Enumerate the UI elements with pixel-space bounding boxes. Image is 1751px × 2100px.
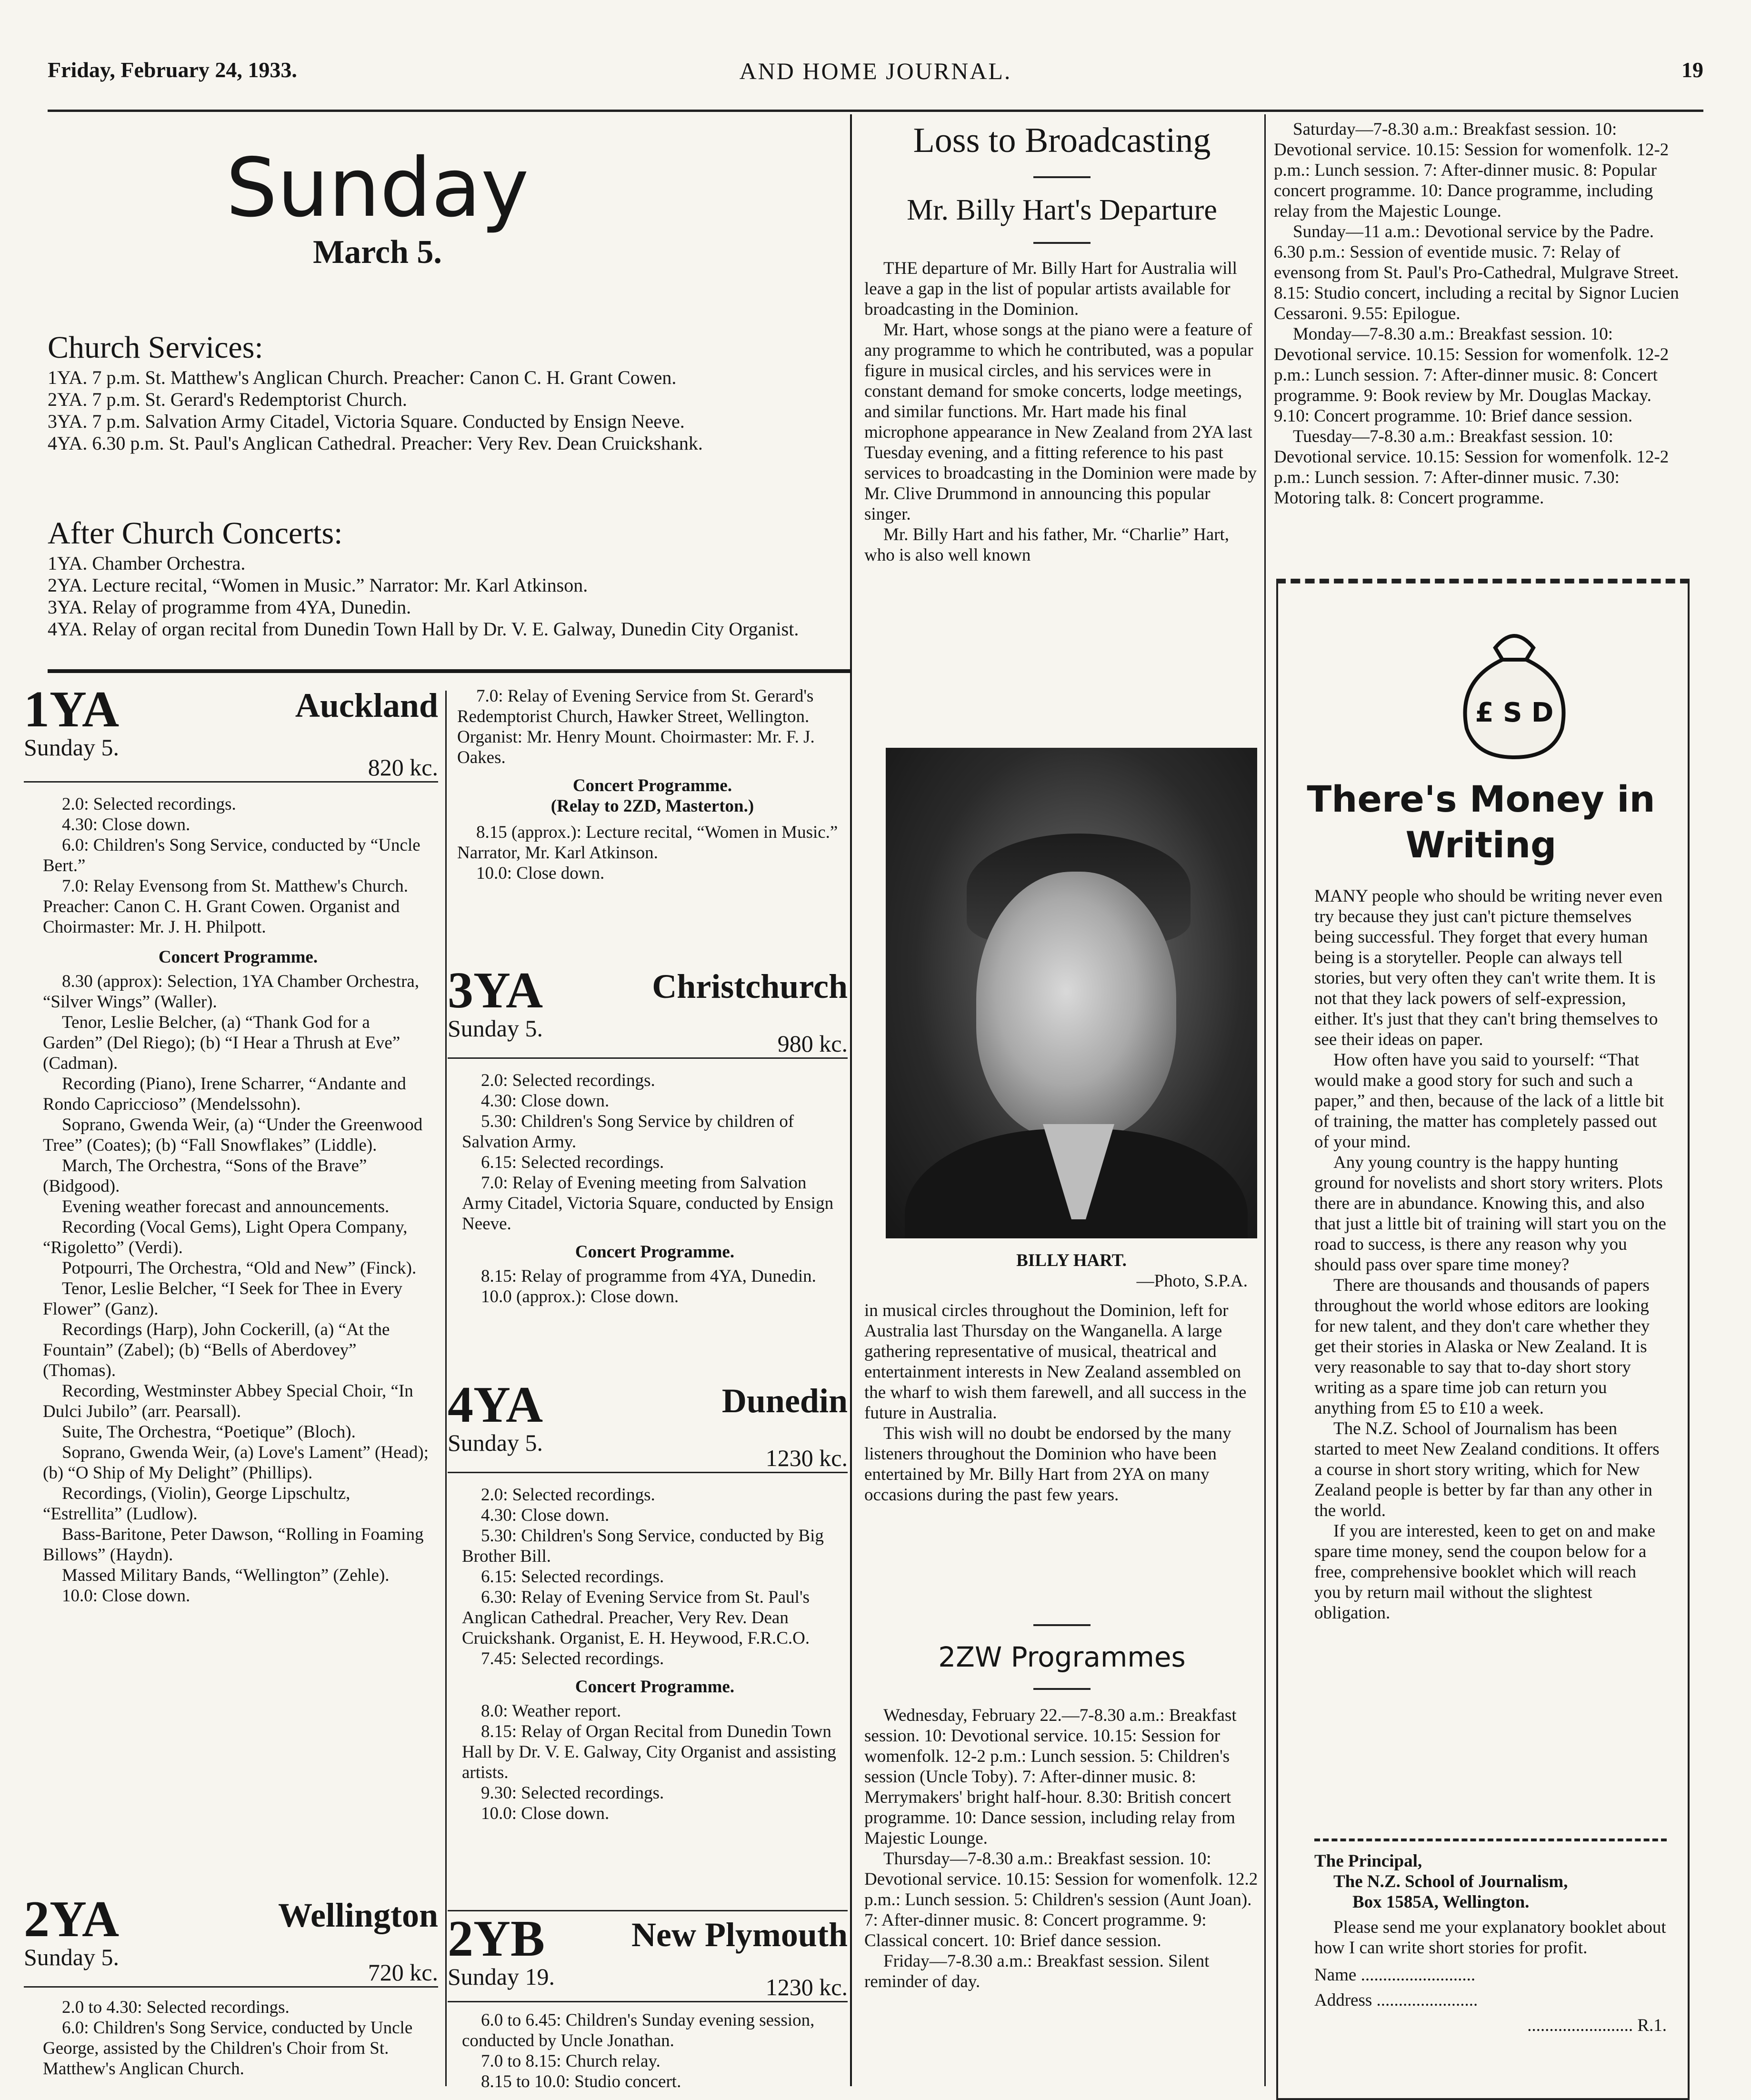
church-service-2ya: 2YA. 7 p.m. St. Gerard's Redemptorist Church. [48, 389, 407, 410]
column-rule-center [850, 114, 852, 2086]
programme-item: 7.45: Selected recordings. [481, 1649, 664, 1668]
ad-headline-line2: Writing [1405, 824, 1557, 866]
after-church-2ya: 2YA. Lecture recital, “Women in Music.” Narrator: Mr. Karl Atkinson. [48, 574, 588, 596]
programme-item: Soprano, Gwenda Weir, (a) Love's Lament” (Head); (b) “O Ship of My Delight” (Phillips). [43, 1443, 429, 1483]
programme-item: Soprano, Gwenda Weir, (a) “Under the Greenwood Tree” (Coates); (b) “Fall Snowflakes” (Liddle). [43, 1115, 423, 1155]
after-church-3ya: 3YA. Relay of programme from 4YA, Dunedin. [48, 596, 411, 618]
article-continued [864, 1300, 1260, 1610]
page-number: 19 [1681, 58, 1703, 82]
article-body [864, 258, 1260, 565]
programme-item: 8.15: Relay of programme from 4YA, Dunedin. [481, 1266, 816, 1286]
church-service-1ya: 1YA. 7 p.m. St. Matthew's Anglican Church. Preacher: Canon C. H. Grant Cowen. [48, 367, 677, 388]
station-city: Auckland [295, 686, 438, 724]
station-4ya [448, 1381, 848, 1905]
programme-list [448, 1485, 848, 1824]
ad-paragraph: There are thousands and thousands of papers throughout the world whose editors are looking for new talent, and they don't care whether they get their stories in Alaska or New Zealand. It is very reasonable to say that to-day short story writing as a spare time job can return you anything from £5 to £10 a week. [1314, 1276, 1650, 1418]
programme-item: 10.0: Close down. [62, 1586, 190, 1606]
station-city: Wellington [278, 1896, 438, 1934]
programme-item: 2.0: Selected recordings. [481, 1485, 655, 1505]
sunday-title-block [48, 143, 850, 300]
programme-item: Potpourri, The Orchestra, “Old and New” (Finck). [62, 1258, 417, 1278]
station-frequency: 1230 kc. [765, 1445, 848, 1471]
station-day: Sunday 5. [24, 1944, 119, 1970]
after-church-concerts [48, 514, 800, 667]
photo-caption-block [886, 1250, 1257, 1293]
station-city: Dunedin [721, 1382, 848, 1420]
ad-paragraphs [1314, 886, 1667, 1623]
masthead: AND HOME JOURNAL. [739, 58, 1012, 84]
issue-date: Friday, February 24, 1933. [48, 58, 297, 82]
programme-item: 5.30: Children's Song Service by children of Salvation Army. [462, 1112, 794, 1152]
station-call-sign: 4YA [448, 1381, 543, 1433]
ad-paragraph: If you are interested, keen to get on and make spare time money, send the coupon below for a free, comprehensive booklet which will reach you by return mail without the slightest obligation. [1314, 1521, 1656, 1623]
coupon-address-line[interactable]: ........................ R.1. [1527, 2016, 1667, 2035]
programme-item: 8.15 (approx.): Lecture recital, “Women in Music.” Narrator, Mr. Karl Atkinson. [457, 823, 838, 863]
zw-title-rule-top [1033, 1624, 1091, 1626]
article-paragraph: Mr. Billy Hart and his father, Mr. “Charlie” Hart, who is also well known [864, 525, 1229, 565]
programme-item: 6.0: Children's Song Service, conducted by “Uncle Bert.” [43, 835, 420, 875]
ad-paragraph: The N.Z. School of Journalism has been started to meet New Zealand conditions. It offers a course in short story writing, which for New Zealand people is better by far than any other in the world. [1314, 1419, 1660, 1520]
programme-item: 8.0: Weather report. [481, 1701, 621, 1721]
programme-item: 9.30: Selected recordings. [481, 1783, 664, 1803]
station-day: Sunday 19. [448, 1963, 555, 1990]
ad-paragraph: MANY people who should be writing never even try because they just can't picture themselves being successful. They forget that every human being is a storyteller. People can always tell stories, but very often they can't write them. It is not that they lack powers of self-expression, either. It's just that they can't bring themselves to see their ideas on paper. [1314, 886, 1663, 1049]
zw-programmes-list-2 [1274, 119, 1683, 576]
station-call-sign: 3YA [448, 967, 543, 1019]
station-2ya-header [24, 1896, 438, 1988]
ad-paragraph: How often have you said to yourself: “That would make a good story for such and such a paper,” and then, because of the lack of a little bit of training, the matter has completely passed out of your mind. [1314, 1050, 1664, 1152]
article-body-continued [864, 1300, 1260, 1505]
programme-item: 2.0: Selected recordings. [62, 794, 236, 814]
church-services-heading: Church Services: [48, 330, 263, 365]
programme-item: Evening weather forecast and announcements. [62, 1197, 390, 1216]
zw-entry: Monday—7-8.30 a.m.: Breakfast session. 10: Devotional service. 10.15: Session for womenfolk. 12-2 p.m.: Lunch session. 7: After-dinner music. 8: Concert programme. 9: Book review by Mr. Douglas Mackay. 9.10: Concert programme. 10: Brief dance session. [1274, 324, 1669, 426]
station-frequency: 820 kc. [368, 754, 438, 781]
programme-item: 8.30 (approx): Selection, 1YA Chamber Orchestra, “Silver Wings” (Waller). [43, 972, 420, 1012]
programme-item: Recordings (Harp), John Cockerill, (a) “At the Fountain” (Zabel); (b) “Bells of Aberdovey” (Thomas). [43, 1320, 390, 1380]
station-2ya-continued [457, 686, 848, 953]
station-2yb [448, 1910, 848, 2097]
column-rule-right [1264, 114, 1266, 2086]
programme-item: 10.0: Close down. [476, 864, 605, 883]
programme-item: 10.0: Close down. [481, 1804, 610, 1823]
concert-heading: Concert Programme. [572, 776, 732, 795]
station-city: Christchurch [652, 967, 848, 1005]
coupon-school: The N.Z. School of Journalism, [1333, 1872, 1568, 1891]
station-call-sign: 2YB [448, 1910, 545, 1967]
ad-headline-line1: There's Money in [1307, 778, 1655, 820]
station-1ya-header [24, 686, 438, 783]
column-rule-left [445, 691, 447, 2086]
zw-entry: Thursday—7-8.30 a.m.: Breakfast session. 10: Devotional service. 10.15: Session for womenfolk. 12.2 p.m.: Lunch session. 5: Children's session (Aunt Joan). 7: After-dinner music. 8: Concert programme. 9: Classical concert. 10: Brief dance session. [864, 1849, 1258, 1950]
station-1ya [24, 686, 438, 1891]
programme-item: Bass-Baritone, Peter Dawson, “Rolling in Foaming Billows” (Haydn). [43, 1525, 424, 1565]
programme-item: 6.15: Selected recordings. [481, 1153, 664, 1172]
programme-item: Recordings, (Violin), George Lipschultz, “Estrellita” (Ludlow). [43, 1484, 350, 1524]
ad-body [1314, 886, 1667, 1829]
ad-headline-block [1281, 776, 1681, 886]
programme-item: 2.0 to 4.30: Selected recordings. [62, 1998, 290, 2017]
programme-item: 6.0 to 6.45: Children's Sunday evening session, conducted by Uncle Jonathan. [462, 2010, 815, 2050]
programme-item: Suite, The Orchestra, “Poetique” (Bloch). [62, 1422, 356, 1442]
concert-heading: Concert Programme. [575, 1242, 735, 1262]
programme-item: 7.0: Relay Evensong from St. Matthew's Church. Preacher: Canon C. H. Grant Cowen. Organist and Choirmaster: Mr. J. H. Philpott. [43, 876, 409, 937]
programme-item: 7.0 to 8.15: Church relay. [481, 2051, 660, 2071]
zw-programmes-list-1 [864, 1705, 1260, 2096]
concert-heading: Concert Programme. [158, 947, 318, 967]
station-2ya [24, 1896, 438, 2096]
station-frequency: 1230 kc. [765, 1974, 848, 2000]
church-service-4ya: 4YA. 6.30 p.m. St. Paul's Anglican Cathedral. Preacher: Very Rev. Dean Cruickshank. [48, 432, 703, 454]
after-church-1ya: 1YA. Chamber Orchestra. [48, 553, 246, 574]
programme-item: 5.30: Children's Song Service, conducted by Big Brother Bill. [462, 1526, 824, 1566]
sunday-heading: Sunday [226, 143, 529, 235]
station-4ya-header [448, 1381, 848, 1473]
church-services [48, 329, 800, 500]
coupon-address-field[interactable]: Address ....................... [1314, 1990, 1478, 2010]
concert-heading: Concert Programme. [575, 1677, 735, 1697]
programme-item: 8.15: Relay of Organ Recital from Dunedin Town Hall by Dr. V. E. Galway, City Organist and assisting artists. [462, 1722, 836, 1782]
zw-entries [864, 1705, 1260, 1992]
church-service-3ya: 3YA. 7 p.m. Salvation Army Citadel, Victoria Square. Conducted by Ensign Neeve. [48, 411, 685, 432]
billy-hart-photo [886, 748, 1257, 1238]
church-services-list [48, 367, 800, 454]
programme-list [448, 2010, 848, 2092]
article-paragraph: Mr. Hart, whose songs at the piano were a feature of any programme to which he contributed, was a popular figure in musical circles, and his services were in constant demand for smoke concerts, lodge meetings, and similar functions. Mr. Hart made his final microphone appearance in New Zealand from 2YA last Tuesday evening, and a fitting reference to his past services to broadcasting in the Dominion were made by Mr. Clive Drummond in announcing this popular singer. [864, 320, 1257, 524]
article-subtitle: Mr. Billy Hart's Departure [907, 194, 1217, 226]
station-3ya [448, 967, 848, 1377]
article-paragraph: THE departure of Mr. Billy Hart for Australia will leave a gap in the list of popular artists available for broadcasting in the Dominion. [864, 259, 1237, 319]
station-day: Sunday 5. [448, 1015, 543, 1042]
after-church-heading: After Church Concerts: [48, 516, 343, 551]
programme-list [24, 794, 438, 1606]
zw-entry: Sunday—11 a.m.: Devotional service by the Padre. 6.30 p.m.: Session of eventide music. 7: Relay of evensong from St. Paul's Pro-Cathedral, Mulgrave Street. 8.15: Studio concert, including a recital by Signor Lucien Cessaroni. 9.55: Epilogue. [1274, 222, 1679, 323]
programme-item: 7.0: Relay of Evening meeting from Salvation Army Citadel, Victoria Square, conducted by Ensign Neeve. [462, 1173, 834, 1234]
photo-face [976, 872, 1176, 1138]
after-church-4ya: 4YA. Relay of organ recital from Dunedin Town Hall by Dr. V. E. Galway, Dunedin City Organist. [48, 618, 799, 640]
programme-item: Tenor, Leslie Belcher, (a) “Thank God for a Garden” (Del Riego); (b) “I Hear a Thrush at Eve” (Cadman). [43, 1013, 400, 1073]
programme-item: Recording (Piano), Irene Scharrer, “Andante and Rondo Capriccioso” (Mendelssohn). [43, 1074, 406, 1114]
money-bag-icon [1438, 614, 1591, 767]
article-loss-to-broadcasting [864, 119, 1260, 733]
ad-paragraph: Any young country is the happy hunting ground for novelists and short story writers. Plots there are in abundance. Knowing this, and also that just a little bit of training will start you on the road to success, is there any reason why you should pass over spare time money? [1314, 1153, 1666, 1275]
station-day: Sunday 5. [448, 1429, 543, 1456]
zw-entry: Tuesday—7-8.30 a.m.: Breakfast session. 10: Devotional service. 10.15: Session for womenfolk. 12-2 p.m.: Lunch session. 7: After-dinner music. 7.30: Motoring talk. 8: Concert programme. [1274, 427, 1669, 508]
programme-item: 4.30: Close down. [481, 1091, 610, 1111]
station-frequency: 720 kc. [368, 1959, 438, 1986]
programme-list [24, 1997, 438, 2079]
zw-entry: Saturday—7-8.30 a.m.: Breakfast session. 10: Devotional service. 10.15: Session for womenfolk. 12-2 p.m.: Lunch session. 7: After-dinner music. 8: Popular concert programme. 10: Dance programme, including relay from the Majestic Lounge. [1274, 120, 1669, 221]
sunday-date: March 5. [313, 234, 442, 271]
photo-caption: BILLY HART. [1016, 1251, 1127, 1270]
station-frequency: 980 kc. [777, 1030, 848, 1057]
station-2yb-header [448, 1910, 848, 2002]
programme-item: 4.30: Close down. [481, 1506, 610, 1525]
programme-item: Recording, Westminster Abbey Special Choir, “In Dulci Jubilo” (arr. Pearsall). [43, 1381, 413, 1421]
zw-entry: Wednesday, February 22.—7-8.30 a.m.: Breakfast session. 10: Devotional service. 10.15: Session for womenfolk. 12-2 p.m.: Lunch session. 5: Children's session (Uncle Toby). 7: After-dinner music. 8: Merrymakers' bright half-hour. 8.30: British concert programme. 10: Dance session, including relay from Majestic Lounge. [864, 1706, 1237, 1848]
station-call-sign: 2YA [24, 1896, 120, 1948]
programme-item: Tenor, Leslie Belcher, “I Seek for Thee in Every Flower” (Ganz). [43, 1279, 402, 1319]
concert-relay-note: (Relay to 2ZD, Masterton.) [550, 796, 754, 816]
coupon-name-field[interactable]: Name .......................... [1314, 1965, 1476, 1985]
station-city: New Plymouth [631, 1916, 848, 1954]
programme-item: 10.0 (approx.): Close down. [481, 1287, 679, 1306]
station-day: Sunday 5. [24, 734, 119, 761]
article-paragraph: in musical circles throughout the Dominion, left for Australia last Thursday on the Wanganella. A large gathering representative of musical, theatrical and entertainment interests in New Zealand assembled on the wharf to wish them farewell, and all success in the future in Australia. [864, 1301, 1247, 1423]
after-church-list [48, 553, 800, 640]
zw-programmes-title-block [864, 1615, 1260, 1696]
photo-credit: —Photo, S.P.A. [1136, 1271, 1248, 1291]
zw-title-rule-bottom [1033, 1688, 1091, 1690]
article-title: Loss to Broadcasting [913, 121, 1211, 160]
station-call-sign: 1YA [24, 686, 120, 738]
programme-item: March, The Orchestra, “Sons of the Brave” (Bidgood). [43, 1156, 367, 1196]
article-title-rule [1033, 176, 1091, 178]
programme-list [448, 1070, 848, 1307]
section-rule-top [48, 669, 850, 673]
article-subtitle-rule [1033, 242, 1091, 244]
ad-coupon[interactable] [1314, 1839, 1667, 2099]
programme-item: 8.15 to 10.0: Studio concert. [481, 2072, 681, 2091]
programme-item: 4.30: Close down. [62, 815, 190, 834]
zw-entry: Friday—7-8.30 a.m.: Breakfast session. Silent reminder of day. [864, 1951, 1210, 1991]
coupon-to: The Principal, [1314, 1851, 1422, 1871]
article-paragraph: This wish will no doubt be endorsed by the many listeners throughout the Dominion who have been entertained by Mr. Billy Hart from 2YA on many occasions during the past few years. [864, 1424, 1231, 1505]
programme-item: 6.0: Children's Song Service, conducted by Uncle George, assisted by the Children's Choir from St. Matthew's Anglican Church. [43, 2018, 413, 2079]
zw-entries [1274, 119, 1683, 508]
programme-item: 6.30: Relay of Evening Service from St. Paul's Anglican Cathedral. Preacher, Very Rev. Dean Cruickshank. Organist, E. H. Heywood, F.R.C.O. [462, 1588, 810, 1648]
programme-item: Massed Military Bands, “Wellington” (Zehle). [62, 1566, 390, 1585]
money-bag-neck [1495, 636, 1533, 660]
station-3ya-header [448, 967, 848, 1059]
money-bag-text: £ S D [1475, 697, 1554, 728]
programme-item: 6.15: Selected recordings. [481, 1567, 664, 1587]
coupon-box: Box 1585A, Wellington. [1352, 1892, 1530, 1912]
programme-item: 2.0: Selected recordings. [481, 1071, 655, 1090]
programme-list [457, 686, 848, 884]
coupon-body: Please send me your explanatory booklet about how I can write short stories for profit. [1314, 1918, 1666, 1958]
programme-item: Recording (Vocal Gems), Light Opera Company, “Rigoletto” (Verdi). [43, 1217, 408, 1257]
page-header [48, 57, 1703, 112]
programme-item: 7.0: Relay of Evening Service from St. Gerard's Redemptorist Church, Hawker Street, Wellington. Organist: Mr. Henry Mount. Choirmaster: Mr. F. J. Oakes. [457, 686, 815, 767]
zw-title: 2ZW Programmes [938, 1641, 1186, 1673]
